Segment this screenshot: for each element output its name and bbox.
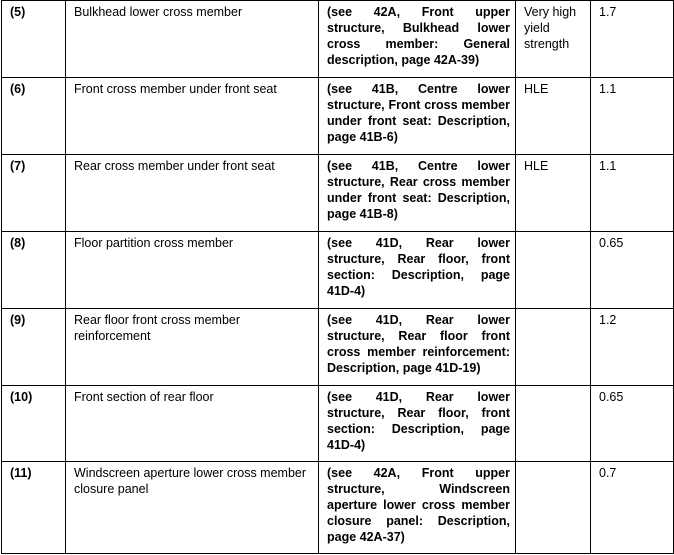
part-reference: (see 42A, Front upper structure, Bulkhead lower cross member: General description, page 42A-39) xyxy=(319,1,516,78)
table-row xyxy=(2,386,674,462)
part-material xyxy=(516,232,591,309)
part-material: Very high yield strength xyxy=(516,1,591,78)
part-number: (9) xyxy=(2,309,66,386)
part-material xyxy=(516,309,591,386)
part-thickness: 1.2 xyxy=(591,309,674,386)
part-reference: (see 41D, Rear lower structure, Rear floor front cross member reinforcement: Description, page 41D-19) xyxy=(319,309,516,386)
table-row xyxy=(2,462,674,554)
part-description: Windscreen aperture lower cross member closure panel xyxy=(66,462,319,554)
part-material xyxy=(516,462,591,554)
part-material xyxy=(516,386,591,462)
part-material: HLE xyxy=(516,155,591,232)
part-description: Floor partition cross member xyxy=(66,232,319,309)
table-row xyxy=(2,155,674,232)
part-number: (11) xyxy=(2,462,66,554)
part-thickness: 0.65 xyxy=(591,386,674,462)
part-reference: (see 42A, Front upper structure, Windscreen aperture lower cross member closure panel: Description, page 42A-37) xyxy=(319,462,516,554)
table-row xyxy=(2,78,674,155)
part-number: (5) xyxy=(2,1,66,78)
part-reference: (see 41D, Rear lower structure, Rear floor, front section: Description, page 41D-4) xyxy=(319,232,516,309)
part-number: (7) xyxy=(2,155,66,232)
part-description: Front section of rear floor xyxy=(66,386,319,462)
part-number: (10) xyxy=(2,386,66,462)
part-thickness: 1.7 xyxy=(591,1,674,78)
part-description: Bulkhead lower cross member xyxy=(66,1,319,78)
part-description: Front cross member under front seat xyxy=(66,78,319,155)
table-row xyxy=(2,1,674,78)
part-description: Rear cross member under front seat xyxy=(66,155,319,232)
table-row xyxy=(2,309,674,386)
part-reference: (see 41B, Centre lower structure, Front cross member under front seat: Description, page 41B-6) xyxy=(319,78,516,155)
part-reference: (see 41D, Rear lower structure, Rear floor, front section: Description, page 41D-4) xyxy=(319,386,516,462)
parts-table xyxy=(1,0,674,554)
part-thickness: 1.1 xyxy=(591,155,674,232)
part-description: Rear floor front cross member reinforcement xyxy=(66,309,319,386)
part-number: (8) xyxy=(2,232,66,309)
part-number: (6) xyxy=(2,78,66,155)
table-row xyxy=(2,232,674,309)
part-thickness: 0.65 xyxy=(591,232,674,309)
part-thickness: 0.7 xyxy=(591,462,674,554)
part-reference: (see 41B, Centre lower structure, Rear cross member under front seat: Description, page 41B-8) xyxy=(319,155,516,232)
part-thickness: 1.1 xyxy=(591,78,674,155)
part-material: HLE xyxy=(516,78,591,155)
